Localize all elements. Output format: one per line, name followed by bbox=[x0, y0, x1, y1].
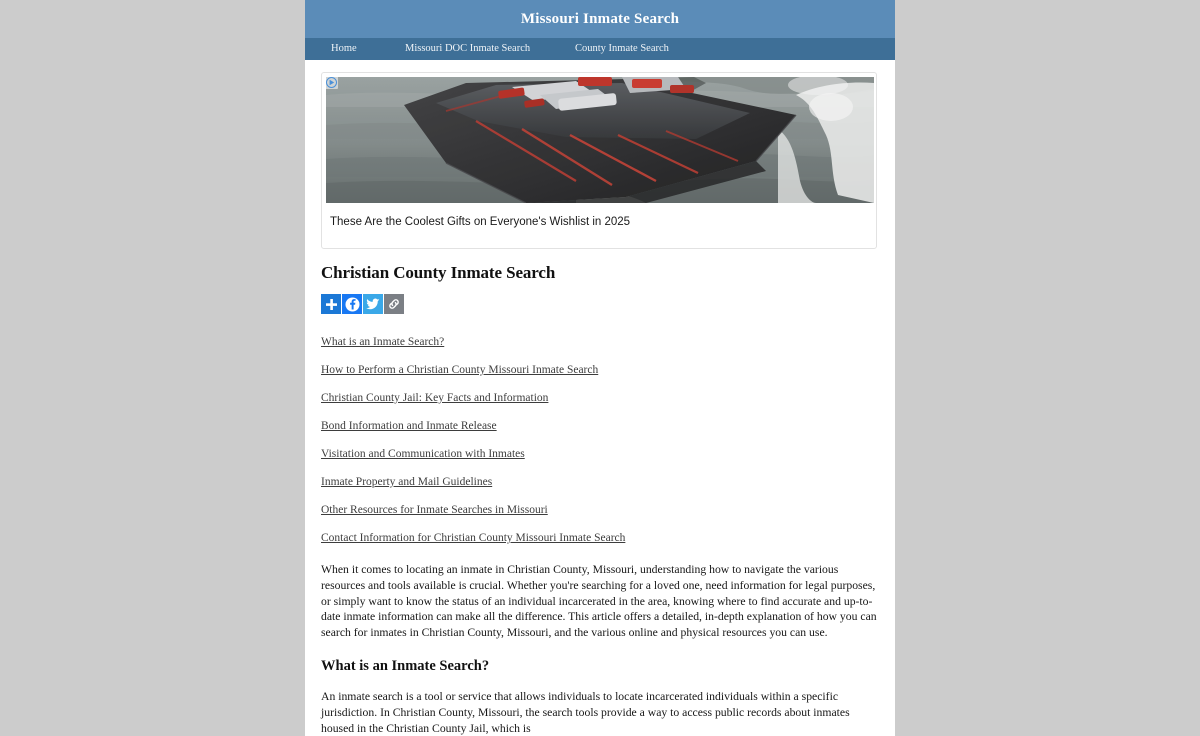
social-share-bar bbox=[321, 294, 879, 314]
list-item bbox=[321, 332, 879, 350]
addthis-share-button[interactable] bbox=[321, 294, 341, 314]
toc-link-visitation-communication[interactable]: Visitation and Communication with Inmates bbox=[321, 448, 525, 460]
nav-item-home[interactable]: Home bbox=[331, 43, 357, 54]
list-item bbox=[321, 472, 879, 490]
ad-caption[interactable]: These Are the Coolest Gifts on Everyone's Wishlist in 2025 bbox=[330, 216, 631, 228]
plus-icon bbox=[325, 298, 338, 311]
section-heading-what-is-an-inmate-search: What is an Inmate Search? bbox=[321, 657, 490, 674]
list-item bbox=[321, 444, 879, 462]
facebook-share-button[interactable] bbox=[342, 294, 362, 314]
toc-link-what-is-an-inmate-search[interactable]: What is an Inmate Search? bbox=[321, 336, 445, 348]
list-item bbox=[321, 416, 879, 434]
toc-link-jail-key-facts[interactable]: Christian County Jail: Key Facts and Information bbox=[321, 392, 549, 404]
adchoices-triangle-icon[interactable] bbox=[325, 76, 338, 89]
toc-link-bond-information[interactable]: Bond Information and Inmate Release bbox=[321, 420, 497, 432]
toc-link-contact-information[interactable]: Contact Information for Christian County Missouri Inmate Search bbox=[321, 532, 626, 544]
nav-item-county-inmate-search[interactable]: County Inmate Search bbox=[575, 43, 669, 54]
chain-link-icon bbox=[387, 297, 401, 311]
list-item bbox=[321, 528, 879, 546]
toc-link-inmate-property-mail[interactable]: Inmate Property and Mail Guidelines bbox=[321, 476, 493, 488]
site-header bbox=[305, 0, 895, 38]
nav-item-missouri-doc-inmate-search[interactable]: Missouri DOC Inmate Search bbox=[405, 43, 531, 54]
facebook-icon bbox=[345, 297, 360, 312]
page-title: Christian County Inmate Search bbox=[321, 263, 556, 282]
advertisement-unit[interactable] bbox=[321, 72, 877, 249]
toc-link-other-resources[interactable]: Other Resources for Inmate Searches in Missouri bbox=[321, 504, 548, 516]
list-item bbox=[321, 500, 879, 518]
intro-paragraph: When it comes to locating an inmate in Christian County, Missouri, understanding how to navigate the various resources and tools available is crucial. Whether you're searching for a loved one, need information for legal purposes, or simply want to know the status of an individual incarcerated in the area, knowing where to find accurate and up-to-date inmate information can make all the difference. This article offers a detailed, in-depth explanation of how you can search for inmates in Christian County, Missouri, and the various online and physical resources you can use. bbox=[321, 563, 877, 640]
toc-link-how-to-perform-search[interactable]: How to Perform a Christian County Missouri Inmate Search bbox=[321, 364, 599, 376]
copy-link-button[interactable] bbox=[384, 294, 404, 314]
twitter-bird-icon bbox=[366, 297, 380, 311]
main-content bbox=[305, 60, 895, 736]
section-1-paragraph: An inmate search is a tool or service that allows individuals to locate incarcerated individuals within a specific jurisdiction. In Christian County, Missouri, the search tools provide a way to access public records about inmates housed in the Christian County Jail, which is bbox=[321, 689, 850, 735]
site-title: Missouri Inmate Search bbox=[520, 10, 680, 27]
page-container bbox=[305, 0, 895, 736]
ad-image[interactable] bbox=[326, 77, 874, 203]
main-navigation bbox=[305, 38, 895, 60]
list-item bbox=[321, 388, 879, 406]
list-item bbox=[321, 360, 879, 378]
twitter-share-button[interactable] bbox=[363, 294, 383, 314]
table-of-contents bbox=[321, 332, 879, 546]
